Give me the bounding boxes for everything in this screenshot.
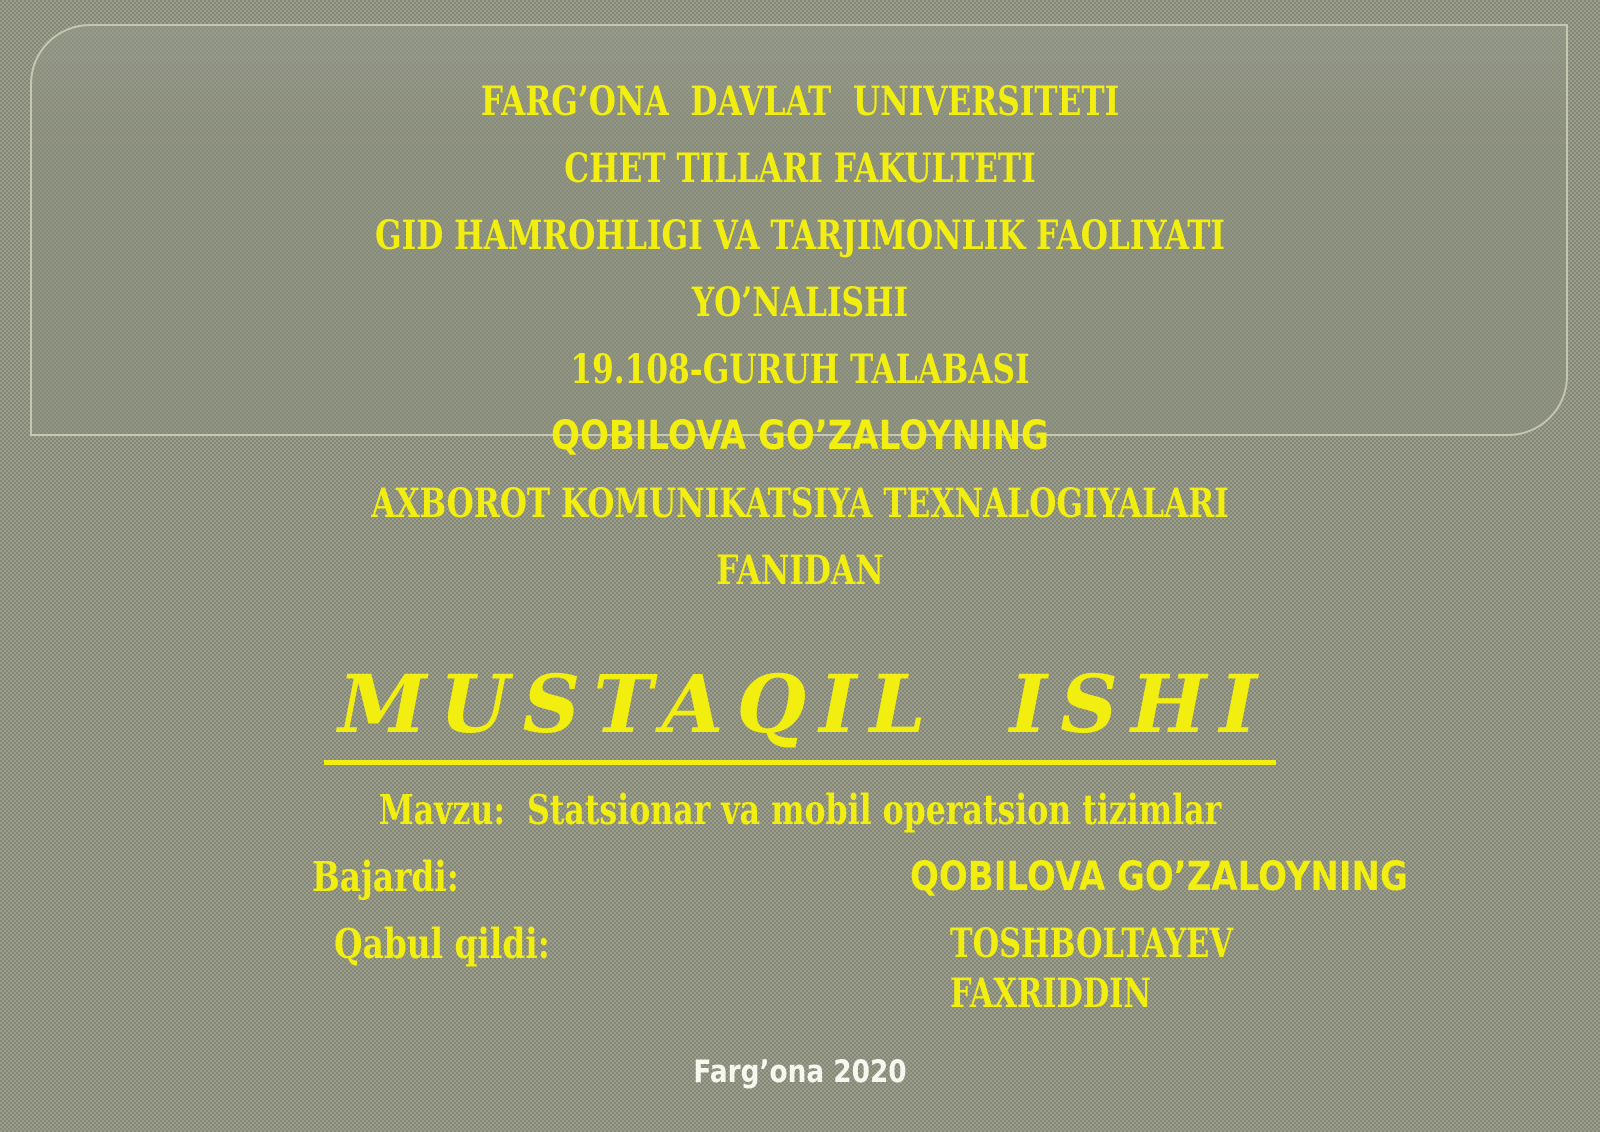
place-year: Farg’ona 2020	[693, 1054, 907, 1090]
group-line: 19.108-GURUH TALABASI	[570, 346, 1030, 393]
header-block	[20, 68, 1580, 604]
subject-line: AXBOROT KOMUNIKATSIYA TEXNALOGIYALARI	[371, 480, 1229, 527]
title-row	[20, 658, 1580, 773]
subject-suffix-line: FANIDAN	[716, 547, 884, 594]
reviewer-label: Qabul qildi:	[334, 920, 550, 968]
department-line: GID HAMROHLIGI VA TARJIMONLIK FAOLIYATI	[374, 212, 1226, 259]
direction-line: YO’NALISHI	[691, 279, 909, 326]
university-name: FARG’ONA DAVLAT UNIVERSITETI	[480, 78, 1120, 125]
work-type-title: MUSTAQIL ISHI	[324, 658, 1276, 765]
author-label: Bajardi:	[312, 853, 459, 901]
faculty-name: CHET TILLARI FAKULTETI	[564, 145, 1036, 192]
topic-line: Mavzu: Statsionar va mobil operatsion tizimlar	[378, 786, 1222, 834]
author-name: QOBILOVA GO’ZALOYNING	[910, 854, 1408, 900]
reviewer-name: TOSHBOLTAYEV FAXRIDDIN	[950, 920, 1255, 1017]
student-name-line: QOBILOVA GO’ZALOYNING	[551, 413, 1049, 459]
